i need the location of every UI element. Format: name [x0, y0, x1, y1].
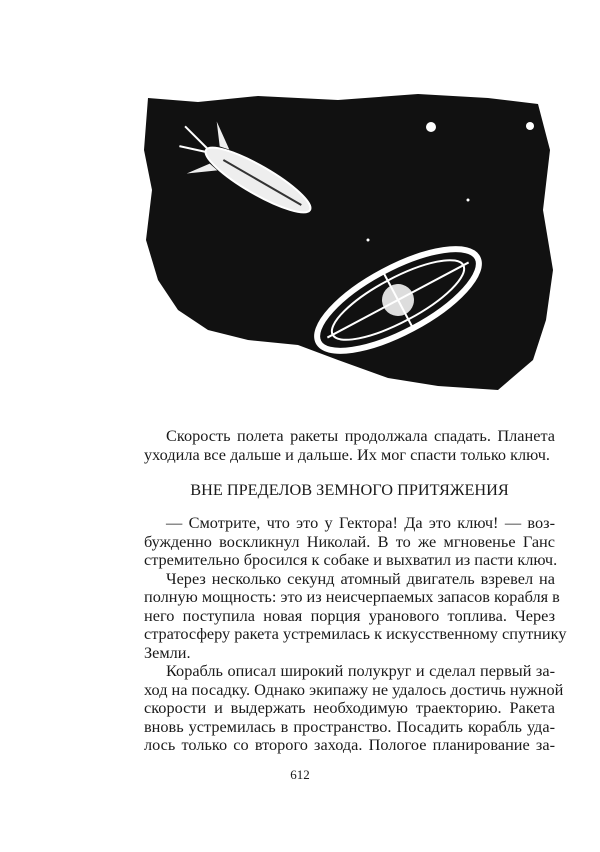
page-number: 612 [290, 767, 310, 782]
text-line: стратосферу ракета устремилась к искусственному спутнику [144, 624, 567, 643]
text-line: Скорость полета ракеты продолжала спадать. Планета [166, 426, 555, 445]
text-line: Через несколько секунд атомный двигатель взревел на [166, 568, 555, 588]
body-text [144, 513, 567, 755]
text-line: Корабль описал широкий полукруг и сделал первый за- [166, 661, 555, 680]
star-icon [467, 199, 470, 202]
section-heading: ВНЕ ПРЕДЕЛОВ ЗЕМНОГО ПРИТЯЖЕНИЯ [190, 480, 509, 499]
text-line: лось только со второго захода. Пологое планирование за- [144, 735, 555, 754]
star-icon [367, 239, 370, 242]
text-line: полную мощность: это из неисчерпаемых запасов корабля в [144, 587, 560, 606]
text-line: Земли. [144, 642, 191, 662]
text-line: бужденно воскликнул Николай. В то же мгновенье Ганс [144, 531, 555, 551]
text-line: скорости и выдержать необходимую траекторию. Ракета [144, 698, 555, 717]
text-line: уходила все дальше и дальше. Их мог спасти только ключ. [144, 444, 550, 464]
space-illustration [138, 90, 558, 395]
text-line: него поступила новая порция уранового топлива. Через [144, 605, 555, 625]
text-line: вновь устремилась в пространство. Посадить корабль уда- [144, 716, 555, 736]
paragraph-intro [144, 427, 555, 464]
text-line: ход на посадку. Однако экипажу не удалось достичь нужной [144, 679, 564, 699]
planet-icon [426, 122, 436, 132]
text-line: — Смотрите, что это у Гектора! Да это ключ! — воз- [166, 513, 555, 532]
planet-icon [526, 122, 534, 130]
text-line: стремительно бросился к собаке и выхватил из пасти ключ. [144, 550, 558, 569]
night-sky-blob [144, 94, 553, 390]
